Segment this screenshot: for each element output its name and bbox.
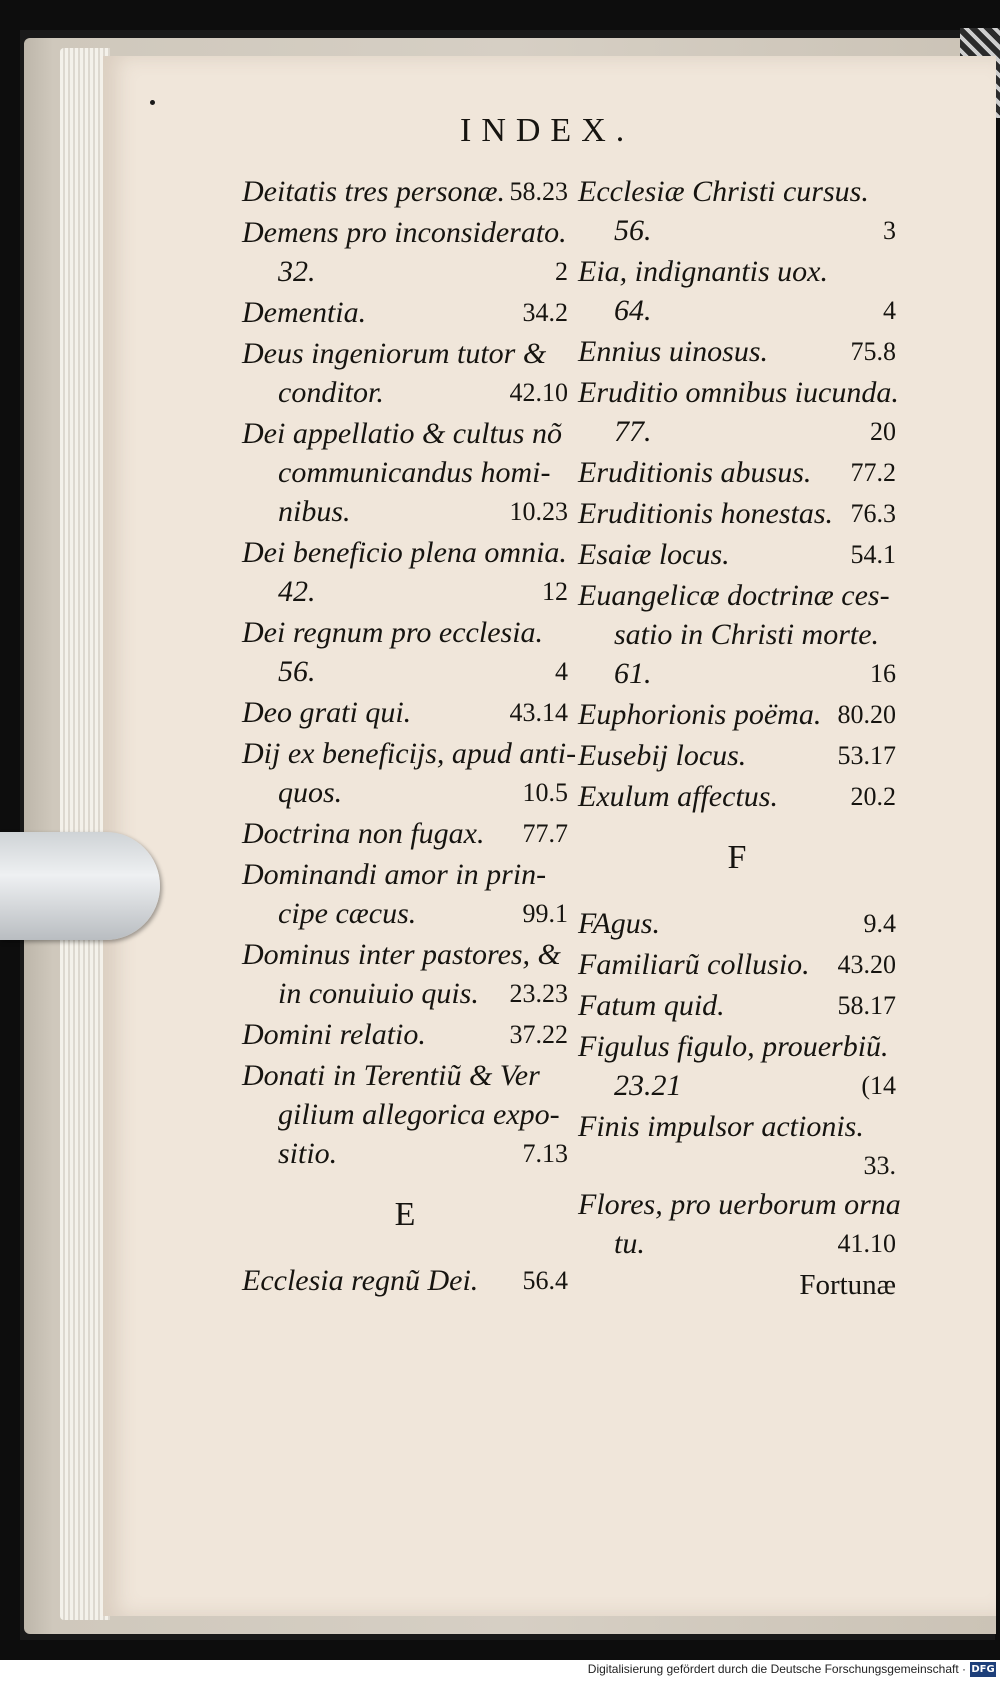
index-entry: Deitatis tres personæ. 58.23: [242, 175, 568, 208]
index-entry: Familiarũ collusio. 43.20: [578, 948, 896, 981]
catchword: Fortunæ: [799, 1269, 896, 1301]
index-entry: Dementia. 34.2: [242, 296, 568, 329]
index-entry: Ennius uinosus. 75.8: [578, 335, 896, 368]
index-entry: Demens pro inconsiderato. 32. 2: [242, 216, 568, 288]
index-entry: Donati in Terentiũ & Ver gilium allegorica expo- sitio. 7.13: [242, 1059, 568, 1170]
index-entry: Eusebij locus. 53.17: [578, 739, 896, 772]
section-letter-e: E: [394, 1196, 416, 1233]
index-column-right: [578, 172, 901, 1305]
index-entry: Eruditionis abusus. 77.2: [578, 456, 896, 489]
index-entry: Doctrina non fugax. 77.7: [242, 817, 568, 850]
index-entry: Euphorionis poëma. 80.20: [578, 698, 896, 731]
index-entry: Deo grati qui. 43.14: [242, 696, 568, 729]
index-entry: Fatum quid. 58.17: [578, 989, 896, 1022]
index-entry: Dominus inter pastores, & in conuiuio quis. 23.23: [242, 938, 568, 1010]
index-entry: Eia, indignantis uox. 64. 4: [578, 255, 896, 327]
index-entry: Ecclesiæ Christi cursus. 56. 3: [578, 175, 896, 247]
index-entry: Finis impulsor actionis. 33.: [578, 1110, 896, 1180]
section-letter-f: F: [727, 839, 747, 876]
dfg-logo: DFG: [971, 1664, 995, 1675]
index-entry: Eruditionis honestas. 76.3: [578, 497, 896, 530]
ink-spot: [150, 100, 155, 105]
page-clip: [0, 832, 160, 940]
index-column-left: [242, 172, 577, 1302]
index-entry: Figulus figulo, prouerbiũ. 23.21 (14: [578, 1030, 896, 1102]
index-entry: Exulum affectus. 20.2: [578, 780, 896, 813]
index-entry: Euangelicæ doctrinæ ces- satio in Christi morte. 61. 16: [578, 579, 896, 690]
index-entry: Ecclesia regnũ Dei. 56.4: [242, 1264, 568, 1297]
index-entry: Dei appellatio & cultus nõ communicandus homi- nibus. 10.23: [242, 417, 568, 528]
index-entry: Esaiæ locus. 54.1: [578, 538, 896, 571]
index-entry: Flores, pro uerborum orna tu. 41.10: [578, 1188, 901, 1260]
index-entry: Dei beneficio plena omnia. 42. 12: [242, 536, 568, 608]
index-entry: Dei regnum pro ecclesia. 56. 4: [242, 616, 568, 688]
index-entry: Deus ingeniorum tutor & conditor. 42.10: [242, 337, 568, 409]
index-entry: Domini relatio. 37.22: [242, 1018, 568, 1051]
running-head: INDEX.: [460, 112, 635, 149]
index-entry: FAgus. 9.4: [578, 907, 896, 940]
index-entry: Dij ex beneficijs, apud anti- quos. 10.5: [242, 737, 577, 809]
index-entry: Dominandi amor in prin- cipe cæcus. 99.1: [242, 858, 568, 930]
funding-notice: Digitalisierung gefördert durch die Deutsche Forschungsgemeinschaft ·: [587, 1662, 966, 1676]
footer-bar: [0, 1660, 1000, 1681]
index-entry: Eruditio omnibus iucunda. 77. 20: [578, 376, 899, 448]
